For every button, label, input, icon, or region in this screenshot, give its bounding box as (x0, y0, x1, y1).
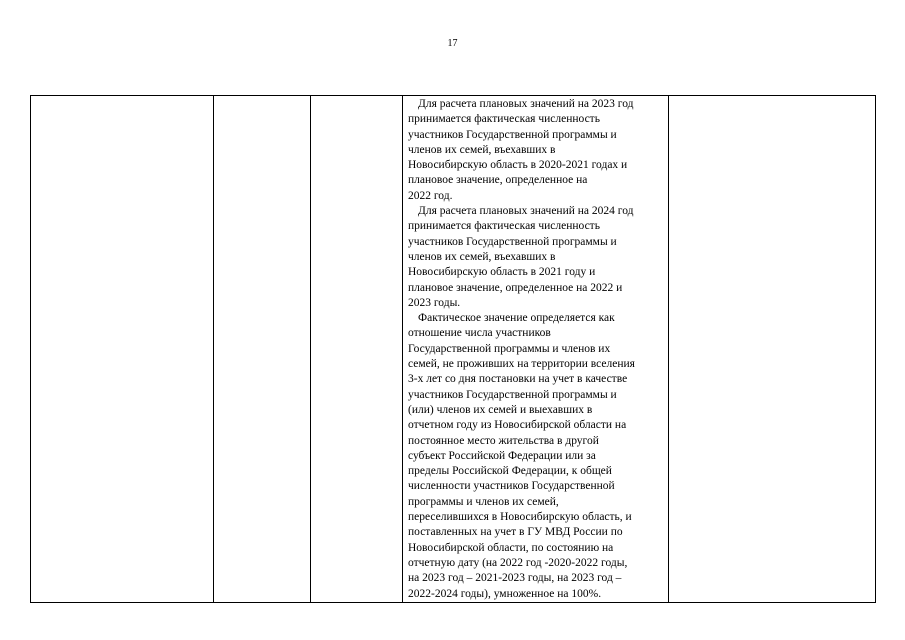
method-description-text (403, 96, 668, 602)
text-line: переселившихся в Новосибирскую область, и (408, 511, 632, 524)
text-line: Для расчета плановых значений на 2024 год (418, 205, 634, 218)
text-line: участников Государственной программы и (408, 388, 617, 401)
text-line: участников Государственной программы и (408, 128, 617, 141)
text-line: 2022-2024 годы), умноженное на 100%. (408, 587, 602, 600)
text-line: Новосибирскую область в 2020-2021 годах и (408, 159, 628, 172)
text-line: принимается фактическая численность (408, 113, 600, 126)
text-line: 2022 год. (408, 189, 453, 202)
text-line: постоянное место жительства в другой (408, 434, 599, 447)
table-cell-method-description (403, 96, 669, 603)
table-cell-col1 (31, 96, 214, 603)
text-line: (или) членов их семей и выехавших в (408, 403, 593, 416)
text-line: Новосибирской области, по состоянию на (408, 541, 614, 554)
text-line: поставленных на учет в ГУ МВД России по (408, 526, 623, 539)
text-line: отчетную дату (на 2022 год -2020-2022 годы, (408, 556, 628, 569)
text-line: отношение числа участников (408, 327, 551, 340)
text-line: численности участников Государственной (408, 480, 615, 493)
text-line: Фактическое значение определяется как (418, 312, 615, 325)
text-line: 2023 годы. (408, 296, 461, 309)
text-line: пределы Российской Федерации, к общей (408, 465, 612, 478)
text-line: программы и членов их семей, (408, 495, 559, 508)
text-line: 3-х лет со дня постановки на учет в качестве (408, 373, 628, 386)
text-line: семей, не проживших на территории вселения (408, 358, 635, 371)
text-line: отчетном году из Новосибирской области на (408, 419, 627, 432)
text-line: плановое значение, определенное на (408, 174, 588, 187)
text-line: Государственной программы и членов их (408, 342, 611, 355)
text-line: принимается фактическая численность (408, 220, 600, 233)
table-cell-col3 (311, 96, 403, 603)
text-line: участников Государственной программы и (408, 235, 617, 248)
text-line: плановое значение, определенное на 2022 и (408, 281, 623, 294)
page-number: 17 (447, 38, 458, 49)
text-line: Новосибирскую область в 2021 году и (408, 266, 596, 279)
text-line: субъект Российской Федерации или за (408, 449, 596, 462)
table-cell-col5 (669, 96, 876, 603)
text-line: Для расчета плановых значений на 2023 год (418, 98, 634, 110)
document-table (30, 95, 876, 603)
table-row (31, 96, 876, 603)
text-line: на 2023 год – 2021-2023 годы, на 2023 год – (408, 572, 622, 585)
table-cell-col2 (214, 96, 311, 603)
text-line: членов их семей, въехавших в (408, 143, 556, 156)
text-line: членов их семей, въехавших в (408, 250, 556, 263)
